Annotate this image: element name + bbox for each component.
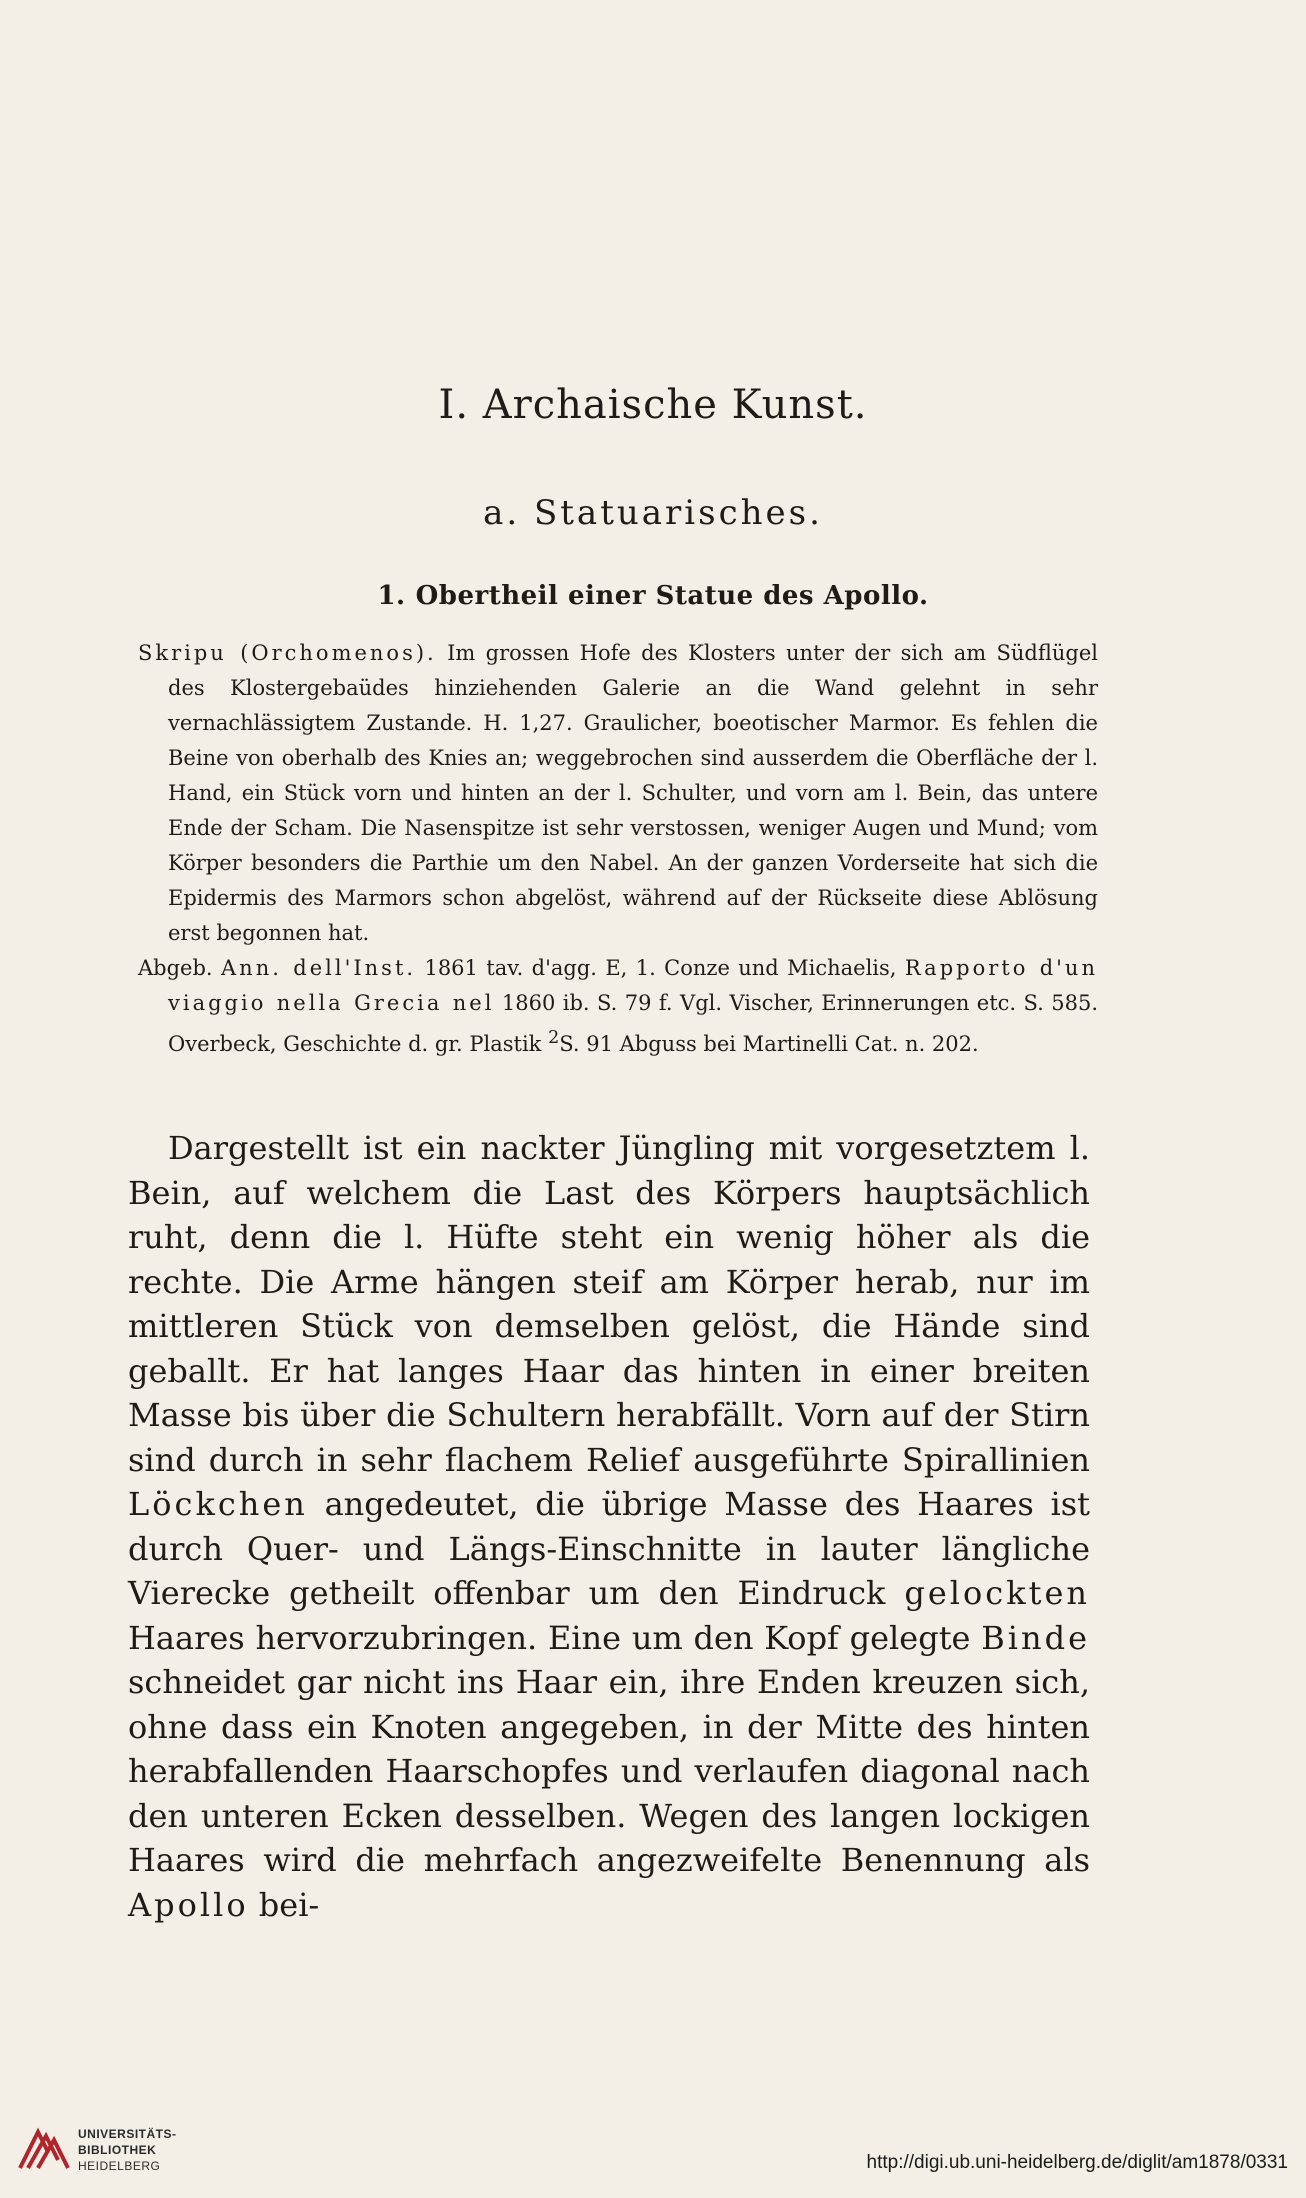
bibliography-rapporto: Rapporto d'un viaggio nella Grecia nel — [168, 956, 1098, 1015]
library-name-line-3: HEIDELBERG — [78, 2159, 161, 2173]
catalogue-metadata — [138, 636, 1098, 1062]
body-term-loeckchen: Löckchen — [128, 1485, 308, 1523]
section-title: a. Statuarisches. — [483, 493, 823, 534]
body-term-binde: Binde — [981, 1618, 1091, 1657]
library-name-line-1: UNIVERSITÄTS- — [78, 2127, 177, 2141]
bibliography-text-1: 1861 tav. d'agg. E, 1. Conze und Michaelis, — [424, 956, 897, 980]
bibliography-superscript: 2 — [548, 1028, 560, 1048]
location-text: Im grossen Hofe des Klosters unter der sich am Südflügel des Klostergebaüdes hinziehenden Galerie an die Wand gelehnt in sehr vernachlässigtem Zustande. H. 1,27. Graulicher, boeotischer Marmor. Es fehlen die Beine von oberhalb des Knies an; weggebrochen sind ausserdem die Oberfläche der l. Hand, ein Stück vorn und hinten an der l. Schulter, und vorn am l. Bein, das untere Ende der Scham. Die Nasenspitze ist sehr verstossen, weniger Augen und Mund; vom Körper besonders die Parthie um den Nabel. An der ganzen Vorderseite hat sich die Epidermis des Marmors schon abgelöst, während auf der Rückseite diese Ablösung erst begonnen hat. — [168, 641, 1098, 945]
chapter-title: I. Archaische Kunst. — [438, 381, 868, 428]
bibliography-journal: Ann. dell'Inst. — [221, 956, 417, 980]
item-number: 1. — [377, 581, 406, 611]
body-term-gelockten: gelockten — [904, 1574, 1091, 1612]
heidelberg-university-library-logo-icon — [14, 2122, 74, 2178]
location-name: Skripu (Orchomenos). — [138, 641, 437, 665]
body-paragraph — [128, 1126, 1090, 1927]
body-text-5: bei- — [258, 1885, 320, 1924]
body-text-1: Dargestellt ist ein nackter Jüngling mit vorgesetztem l. Bein, auf welchem die Last des Körpers hauptsächlich ruht, denn die l. Hüfte steht ein wenig höher als die rechte. Die Arme hängen steif am Körper herab, nur im mittleren Stück von demselben gelöst, die Hände sind geballt. Er hat langes Haar das hinten in einer breiten Masse bis über die Schultern herabfällt. Vorn auf der Stirn sind durch in sehr flachem Relief ausgeführte Spirallinien — [128, 1129, 1090, 1479]
body-term-apollo: Apollo — [128, 1885, 249, 1924]
source-url-link[interactable]: http://digi.ub.uni-heidelberg.de/diglit/am1878/0331 — [866, 2152, 1288, 2173]
body-text-3: Haares hervorzubringen. Eine um den Kopf gelegte — [128, 1618, 971, 1657]
bibliography-text-3: S. 91 Abguss bei Martinelli Cat. n. 202. — [559, 1032, 979, 1056]
item-title — [0, 581, 1306, 611]
bibliography-text-2: 1860 ib. S. 79 f. Vgl. Vischer, Erinnerungen etc. S. 585. Overbeck, Geschichte d. gr. Plastik — [168, 991, 1098, 1056]
location-paragraph — [138, 636, 1098, 951]
library-name — [78, 2126, 177, 2174]
body-text-4: schneidet gar nicht ins Haar ein, ihre Enden kreuzen sich, ohne dass ein Knoten angegeben, in der Mitte des hinten herabfallenden Haarschopfes und verlaufen diagonal nach den unteren Ecken desselben. Wegen des langen lockigen Haares wird die mehrfach angezweifelte Benennung als — [128, 1663, 1090, 1879]
item-title-text: Obertheil einer Statue des Apollo. — [415, 581, 929, 611]
body-text-2: angedeutet, die übrige Masse des Haares ist durch Quer- und Längs-Einschnitte in lauter längliche Vierecke getheilt offenbar um den Eindruck — [128, 1485, 1091, 1612]
bibliography-paragraph — [138, 951, 1098, 1062]
bibliography-label: Abgeb. — [138, 956, 213, 980]
library-name-line-2: BIBLIOTHEK — [78, 2143, 157, 2157]
library-logo[interactable] — [14, 2118, 177, 2182]
